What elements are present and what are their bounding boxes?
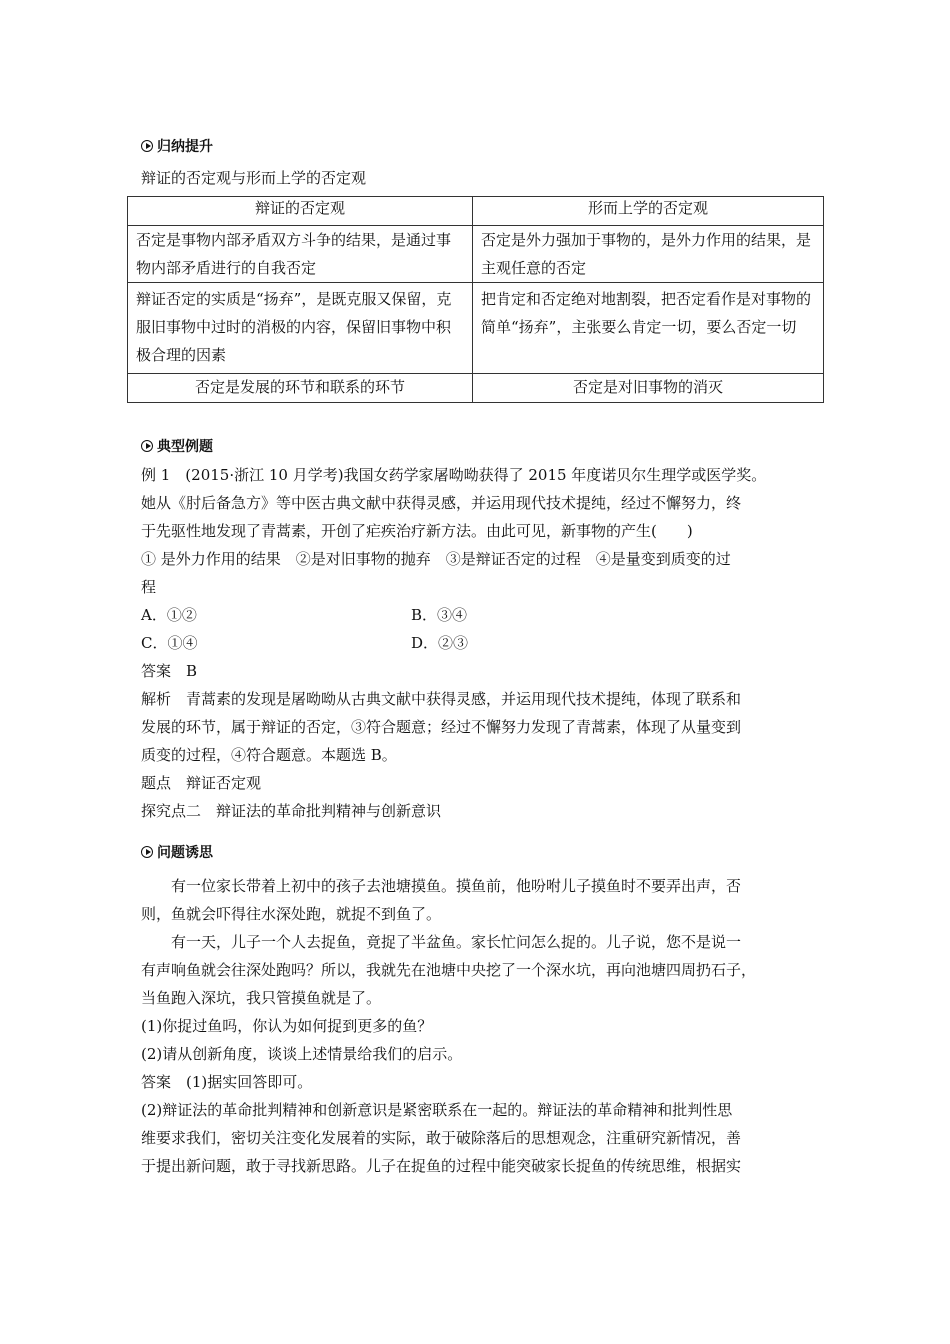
table-row: [128, 283, 824, 374]
story-line: 则，鱼就会吓得往水深处跑，就捉不到鱼了。: [141, 905, 442, 923]
table-header-cell: 形而上学的否定观: [473, 197, 824, 226]
table-cell: 辩证否定的实质是“扬弃”，是既克服又保留，克服旧事物中过时的消极的内容，保留旧事物中积极合理的因素: [128, 283, 473, 374]
question-1: (1)你捉过鱼吗，你认为如何捉到更多的鱼？: [141, 1017, 433, 1035]
table-cell: 否定是事物内部矛盾双方斗争的结果，是通过事物内部矛盾进行的自我否定: [128, 226, 473, 283]
analysis-line: 解析 青蒿素的发现是屠呦呦从古典文献中获得灵感，并运用现代技术提纯，体现了联系和: [141, 690, 742, 708]
option-c: C．①④: [141, 634, 198, 652]
section-heading-question: [141, 842, 213, 862]
answer-2-line: (2)辩证法的革命批判精神和创新意识是紧密联系在一起的。辩证法的革命精神和批判性思: [141, 1101, 733, 1119]
example-line: 她从《肘后备急方》等中医古典文献中获得灵感，并运用现代技术提纯，经过不懈努力，终: [141, 494, 742, 512]
story-block: [141, 872, 831, 1180]
example-block: [141, 461, 831, 825]
table-row: [128, 374, 824, 403]
section-heading-example: [141, 436, 213, 456]
options-row: [141, 601, 831, 629]
option-b: B．③④: [411, 606, 468, 624]
example-line: 程: [141, 578, 157, 596]
option-a: A．①②: [141, 606, 197, 624]
table-cell: 否定是外力强加于事物的，是外力作用的结果，是主观任意的否定: [473, 226, 824, 283]
analysis-line: 发展的环节，属于辩证的否定，③符合题意；经过不懈努力发现了青蒿素，体现了从量变到: [141, 718, 742, 736]
story-line: 当鱼跑入深坑，我只管摸鱼就是了。: [141, 989, 382, 1007]
section-title: 典型例题: [157, 439, 213, 455]
play-circle-icon: [141, 440, 153, 452]
story-line: 有声响鱼就会往深处跑吗？所以，我就先在池塘中央挖了一个深水坑，再向池塘四周扔石子，: [141, 961, 757, 979]
answer-2-line: 维要求我们，密切关注变化发展着的实际，敢于破除落后的思想观念，注重研究新情况，善: [141, 1129, 742, 1147]
table-cell: 把肯定和否定绝对地割裂，把否定看作是对事物的简单“扬弃”，主张要么肯定一切，要么否定一切: [473, 283, 824, 374]
question-2: (2)请从创新角度，谈谈上述情景给我们的启示。: [141, 1045, 463, 1063]
answer-1: 答案 (1)据实回答即可。: [141, 1073, 313, 1091]
section-heading-induce: [141, 136, 213, 156]
table-header-cell: 辩证的否定观: [128, 197, 473, 226]
analysis-line: 质变的过程，④符合题意。本题选 B。: [141, 746, 397, 764]
option-d: D．②③: [411, 634, 469, 652]
answer: 答案 B: [141, 662, 198, 680]
answer-2-line: 于提出新问题，敢于寻找新思路。儿子在捉鱼的过程中能突破家长捉鱼的传统思维，根据实: [141, 1157, 742, 1175]
table-row: [128, 226, 824, 283]
example-line: 例 1 (2015·浙江 10 月学考)我国女药学家屠呦呦获得了 2015 年度诺贝尔生理学或医学奖。: [141, 466, 767, 484]
topic: 题点 辩证否定观: [141, 774, 262, 792]
section-title: 归纳提升: [157, 139, 213, 155]
table-cell: 否定是对旧事物的消灭: [473, 374, 824, 403]
play-circle-icon: [141, 140, 153, 152]
options-row: [141, 629, 831, 657]
table-cell: 否定是发展的环节和联系的环节: [128, 374, 473, 403]
example-line: 于先驱性地发现了青蒿素，开创了疟疾治疗新方法。由此可见，新事物的产生( ): [141, 522, 693, 540]
comparison-table: [127, 196, 824, 403]
example-line: ① 是外力作用的结果 ②是对旧事物的抛弃 ③是辩证否定的过程 ④是量变到质变的过: [141, 550, 731, 568]
section-title: 问题诱思: [157, 845, 213, 861]
table-header-row: [128, 197, 824, 226]
story-line: 有一位家长带着上初中的孩子去池塘摸鱼。摸鱼前，他吩咐儿子摸鱼时不要弄出声，否: [171, 877, 742, 895]
explore-point: 探究点二 辩证法的革命批判精神与创新意识: [141, 802, 442, 820]
table-caption: 辩证的否定观与形而上学的否定观: [141, 169, 367, 187]
story-line: 有一天，儿子一个人去捉鱼，竟捉了半盆鱼。家长忙问怎么捉的。儿子说，您不是说一: [171, 933, 742, 951]
play-circle-icon: [141, 846, 153, 858]
